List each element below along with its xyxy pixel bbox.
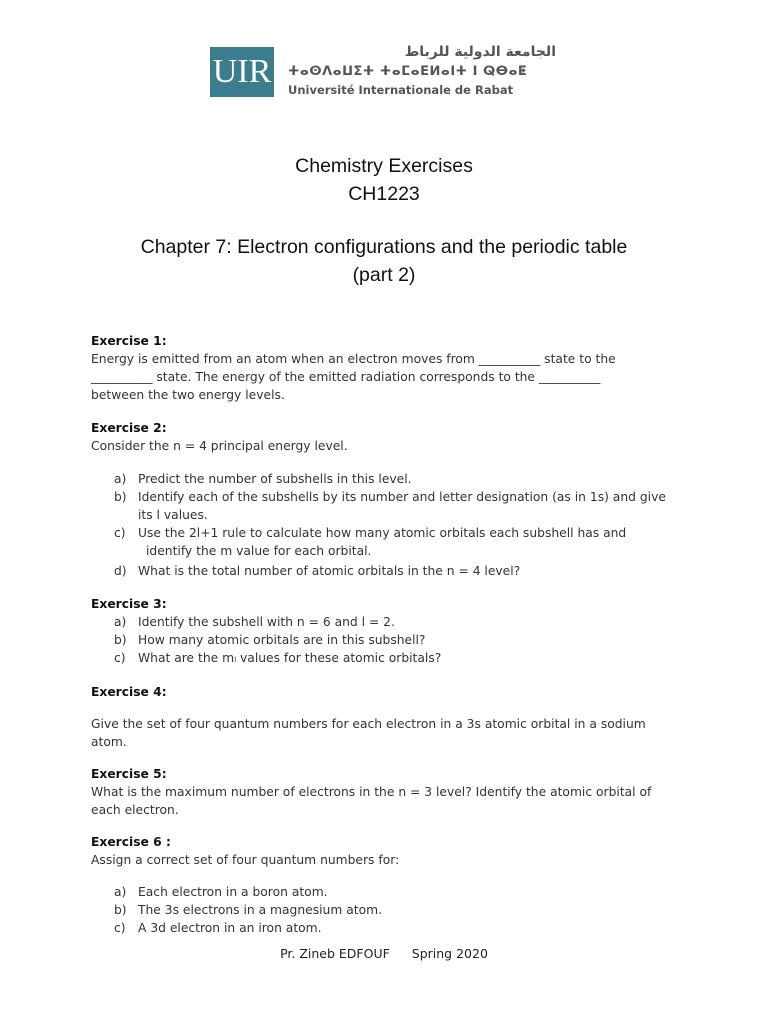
list-marker: a) [114, 472, 127, 486]
exercise-2-intro: Consider the n = 4 principal energy level. [91, 439, 348, 453]
list-marker: a) [114, 615, 127, 629]
footer-author: Pr. Zineb EDFOUF [280, 946, 390, 961]
list-text: How many atomic orbitals are in this subshell? [138, 633, 426, 647]
list-marker: c) [114, 651, 126, 665]
exercise-5-line: each electron. [91, 803, 179, 817]
exercise-3-heading: Exercise 3: [91, 597, 167, 611]
university-name-french: Université Internationale de Rabat [288, 83, 514, 97]
list-text: The 3s electrons in a magnesium atom. [138, 903, 382, 917]
list-text: Identify each of the subshells by its number and letter designation (as in 1s) and give [138, 490, 666, 504]
list-text: What are the mₗ values for these atomic orbitals? [138, 651, 442, 665]
list-text: its l values. [138, 508, 208, 522]
university-name-arabic: الجامعة الدولية للرباط [404, 44, 556, 60]
exercise-5-line: What is the maximum number of electrons in the n = 3 level? Identify the atomic orbital of [91, 785, 652, 799]
course-title: Chemistry Exercises [295, 155, 473, 177]
university-logo: UIR [210, 47, 274, 97]
exercise-1-line: __________ state. The energy of the emitted radiation corresponds to the __________ [91, 370, 601, 384]
list-text: Use the 2l+1 rule to calculate how many atomic orbitals each subshell has and [138, 526, 627, 540]
course-code: CH1223 [348, 183, 420, 205]
exercise-2-heading: Exercise 2: [91, 421, 167, 435]
list-text: Predict the number of subshells in this level. [138, 472, 412, 486]
chapter-part: (part 2) [352, 264, 416, 286]
list-text: What is the total number of atomic orbitals in the n = 4 level? [138, 564, 521, 578]
exercise-4-line: Give the set of four quantum numbers for each electron in a 3s atomic orbital in a sodium [91, 717, 646, 731]
list-text: Each electron in a boron atom. [138, 885, 328, 899]
exercise-4-heading: Exercise 4: [91, 685, 167, 699]
page-footer [0, 946, 768, 961]
list-text: Identify the subshell with n = 6 and l = 2. [138, 615, 395, 629]
footer-term: Spring 2020 [411, 946, 488, 961]
university-name-tifinagh: ⵜⴰⵙⴷⴰⵡⵉⵜ ⵜⴰⵎⴰⴹⵍⴰⵏⵜ ⵏ ⵕⴱⴰⵟ [288, 64, 528, 79]
list-text: identify the m value for each orbital. [146, 544, 372, 558]
exercise-4-line: atom. [91, 735, 127, 749]
list-marker: c) [114, 921, 126, 935]
chapter-title: Chapter 7: Electron configurations and the periodic table [140, 236, 628, 258]
list-text: A 3d electron in an iron atom. [138, 921, 322, 935]
list-marker: c) [114, 526, 126, 540]
list-marker: b) [114, 490, 127, 504]
list-marker: b) [114, 903, 127, 917]
exercise-6-heading: Exercise 6 : [91, 835, 171, 849]
list-marker: b) [114, 633, 127, 647]
exercise-1-heading: Exercise 1: [91, 334, 167, 348]
list-marker: a) [114, 885, 127, 899]
exercise-5-heading: Exercise 5: [91, 767, 167, 781]
exercise-6-intro: Assign a correct set of four quantum numbers for: [91, 853, 400, 867]
exercise-1-line: between the two energy levels. [91, 388, 285, 402]
list-marker: d) [114, 564, 127, 578]
exercise-1-line: Energy is emitted from an atom when an electron moves from __________ state to the [91, 352, 616, 366]
